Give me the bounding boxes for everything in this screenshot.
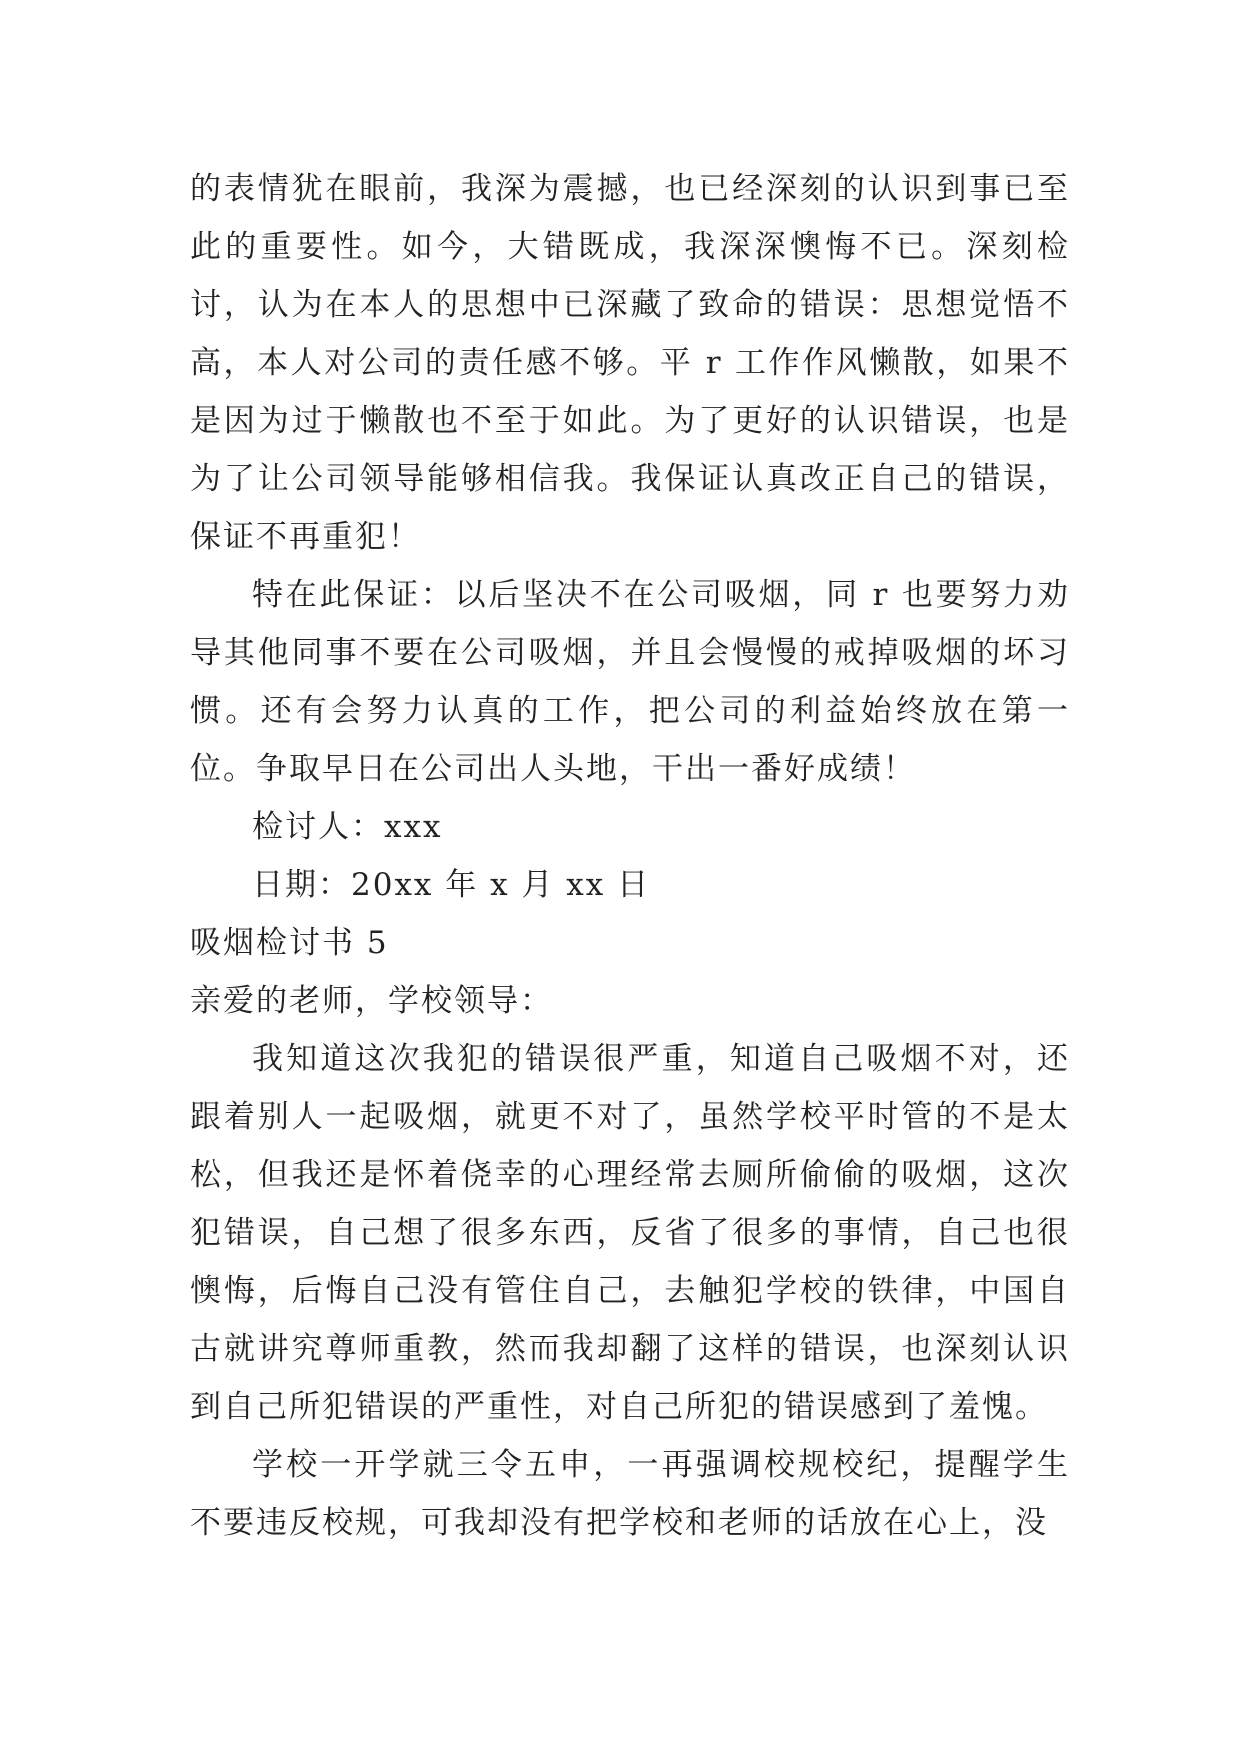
signature-reviewer: 检讨人：xxx — [252, 809, 443, 845]
signature-date: 日期：20xx 年 x 月 xx 日 — [252, 867, 651, 903]
section-title: 吸烟检讨书 5 — [190, 925, 389, 961]
paragraph-confession: 我知道这次我犯的错误很严重，知道自己吸烟不对，还跟着别人一起吸烟，就更不对了，虽然学校平时管的不是太松，但我还是怀着侥幸的心理经常去厕所偷偷的吸烟，这次犯错误，自己想了很多东西，反省了很多的事情，自己也很懊悔，后悔自己没有管住自己，去触犯学校的铁律，中国自古就讲究尊师重教，然而我却翻了这样的错误，也深刻认识到自己所犯错误的严重性，对自己所犯的错误感到了羞愧。 — [190, 1041, 1070, 1425]
paragraph-continuation: 的表情犹在眼前，我深为震撼，也已经深刻的认识到事已至此的重要性。如今，大错既成，我深深懊悔不已。深刻检讨，认为在本人的思想中已深藏了致命的错误：思想觉悟不高，本人对公司的责任感不够。平 r 工作作风懒散，如果不是因为过于懒散也不至于如此。为了更好的认识错误，也是为了让公司领导能够相信我。我保证认真改正自己的错误，保证不再重犯！ — [190, 171, 1070, 555]
paragraph-school-rules: 学校一开学就三令五申，一再强调校规校纪，提醒学生不要违反校规，可我却没有把学校和老师的话放在心上，没 — [190, 1447, 1070, 1541]
salutation: 亲爱的老师，学校领导： — [190, 983, 553, 1019]
document-body — [190, 160, 1070, 1552]
paragraph-guarantee: 特在此保证：以后坚决不在公司吸烟，同 r 也要努力劝导其他同事不要在公司吸烟，并且会慢慢的戒掉吸烟的坏习惯。还有会努力认真的工作，把公司的利益始终放在第一位。争取早日在公司出人头地，干出一番好成绩！ — [190, 577, 1070, 787]
